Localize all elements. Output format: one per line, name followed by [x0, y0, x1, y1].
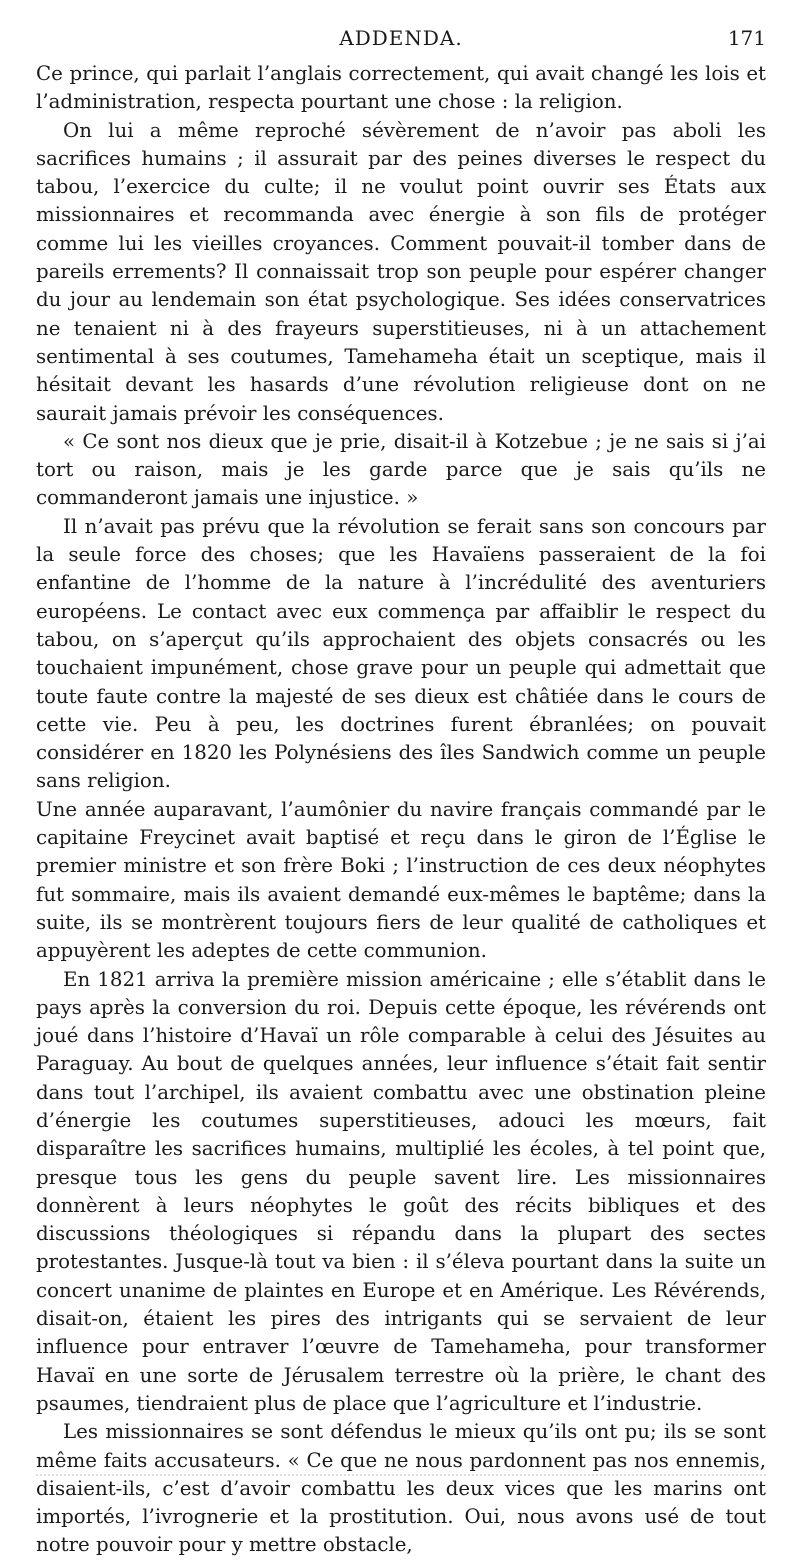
running-head: [36, 26, 766, 52]
paragraph: On lui a même reproché sévèrement de n’avoir pas aboli les sacrifices humains ; il assurait par des peines diverses le respect du tabou, l’exercice du culte; il ne voulut point ouvrir ses États aux missionnaires et recommanda avec énergie à son fils de protéger comme lui les vieilles croyances. Comment pouvait-il tomber dans de pareils errements? Il connaissait trop son peuple pour espérer changer du jour au lendemain son état psychologique. Ses idées conservatrices ne tenaient ni à des frayeurs superstitieuses, ni à un attachement sentimental à ses coutumes, Tamehameha était un sceptique, mais il hésitait devant les hasards d’une révolution religieuse dont on ne saurait jamais prévoir les conséquences.: [36, 118, 766, 425]
scan-specks: [36, 1474, 766, 1482]
paragraph: Il n’avait pas prévu que la révolution se ferait sans son concours par la seule force des choses; que les Havaïens passeraient de la foi enfantine de l’homme de la nature à l’incrédulité des aventuriers européens. Le contact avec eux commença par affaiblir le respect du tabou, on s’aperçut qu’ils approchaient des objets consacrés ou les touchaient impunément, chose grave pour un peuple qui admettait que toute faute contre la majesté de ses dieux est châtiée dans le cours de cette vie. Peu à peu, les doctrines furent ébranlées; on pouvait considérer en 1820 les Polynésiens des îles Sandwich comme un peuple sans religion.: [36, 514, 766, 793]
paragraph: Une année auparavant, l’aumônier du navire français commandé par le capitaine Freycinet avait baptisé et reçu dans le giron de l’Église le premier ministre et son frère Boki ; l’instruction de ces deux néophytes fut sommaire, mais ils avaient demandé eux-mêmes le baptême; dans la suite, ils se montrèrent toujours fiers de leur qualité de catholiques et appuyèrent les adeptes de cette communion.: [36, 797, 766, 963]
paragraph: Les missionnaires se sont défendus le mieux qu’ils ont pu; ils se sont même faits accusateurs. « Ce que ne nous pardonnent pas nos ennemis, disaient-ils, c’est d’avoir combattu les deux vices que les marins ont importés, l’ivrognerie et la prostitution. Oui, nous avons usé de tout notre pouvoir pour y mettre obstacle,: [36, 1420, 766, 1557]
body-text: [36, 60, 766, 1560]
paragraph: « Ce sont nos dieux que je prie, disait-il à Kotzebue ; je ne sais si j’ai tort ou raison, mais je les garde parce que je sais qu’ils ne commanderont jamais une injustice. »: [36, 429, 766, 510]
page-number: 171: [727, 26, 766, 50]
running-title: ADDENDA.: [339, 26, 463, 50]
paragraph: Ce prince, qui parlait l’anglais correctement, qui avait changé les lois et l’administration, respecta pourtant une chose : la religion.: [36, 62, 766, 114]
paragraph: En 1821 arriva la première mission américaine ; elle s’établit dans le pays après la conversion du roi. Depuis cette époque, les révérends ont joué dans l’histoire d’Havaï un rôle comparable à celui des Jésuites au Paraguay. Au bout de quelques années, leur influence s’était fait sentir dans tout l’archipel, ils avaient combattu avec une obstination pleine d’énergie les coutumes superstitieuses, adouci les mœurs, fait disparaître les sacrifices humains, multiplié les écoles, à tel point que, presque tous les gens du peuple savent lire. Les missionnaires donnèrent à leurs néophytes le goût des récits bibliques et des discussions théologiques si répandu dans la plupart des sectes protestantes. Jusque-là tout va bien : il s’éleva pourtant dans la suite un concert unanime de plaintes en Europe et en Amérique. Les Révérends, disait-on, étaient les pires des intrigants qui se servaient de leur influence pour entraver l’œuvre de Tamehameha, pour transformer Havaï en une sorte de Jérusalem terrestre où la prière, le chant des psaumes, tiendraient plus de place que l’agriculture et l’industrie.: [36, 967, 766, 1415]
